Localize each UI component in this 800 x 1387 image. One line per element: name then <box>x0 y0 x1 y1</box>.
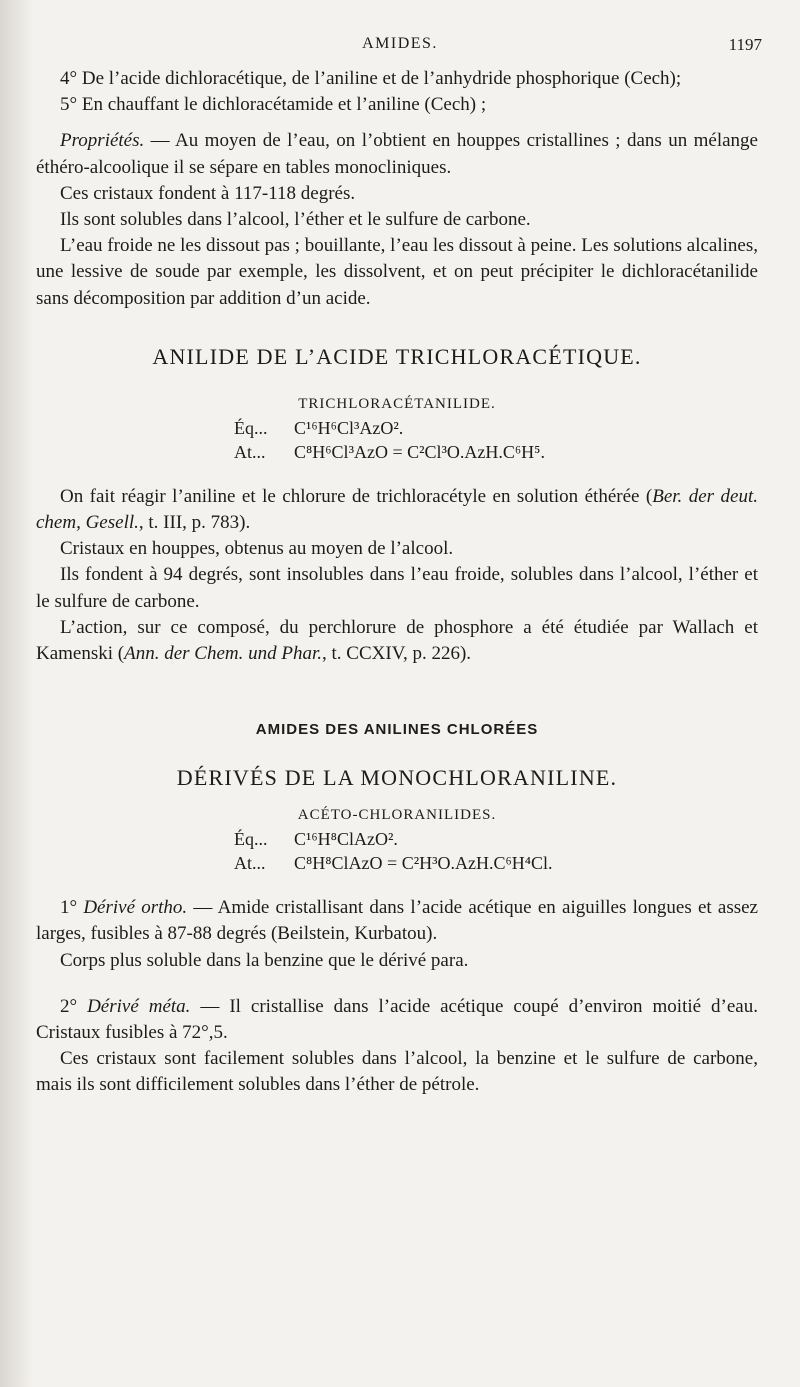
properties-paragraph <box>36 128 758 180</box>
reaction-paragraph: On fait réagir l’aniline et le chlorure de trichloracétyle en solution éthérée (Ber. der deut. chem, Gesell., t. III, p. 783). <box>36 485 758 534</box>
section-subtitle-trichloracetanilide: TRICHLORACÉTANILIDE. <box>298 395 496 412</box>
meta-label: Dérivé méta. <box>87 995 191 1017</box>
section-subtitle-acetochloranilides: ACÉTO-CHLORANILIDES. <box>297 807 497 824</box>
formula-at-label: At... <box>234 441 266 462</box>
formula-eq-2-value: C¹⁶H⁸ClAzO². <box>294 829 398 850</box>
formula-at <box>234 440 758 464</box>
melting-point-paragraph: Ces cristaux fondent à 117-118 degrés. <box>60 182 356 204</box>
formula-eq <box>234 416 758 440</box>
solubility-paragraph: Ils sont solubles dans l’alcool, l’éther et le sulfure de carbone. <box>60 209 531 231</box>
formula-at-2-label: At... <box>234 853 266 874</box>
ortho-label: Dérivé ortho. <box>83 897 188 919</box>
running-header <box>0 33 800 57</box>
water-paragraph: L’eau froide ne les dissout pas ; bouillante, l’eau les dissout à peine. Les solutions alcalines, une lessive de soude par exemple, les dissolvent, et on peut précipiter le dichloracétanilide sans décomposition par addition d’un acide. <box>36 235 758 309</box>
item-5: 5° En chauffant le dichloracétamide et l’aniline (Cech) ; <box>60 94 487 116</box>
properties-text: — Au moyen de l’eau, on l’obtient en houppes cristallines ; dans un mélange éthéro-alcoolique il se sépare en tables monocliniques. <box>36 130 758 178</box>
formula-at-2-value: C⁸H⁸ClAzO = C²H³O.AzH.C⁶H⁴Cl. <box>294 853 553 874</box>
running-title: AMIDES. <box>362 35 438 52</box>
section-title-monochloraniline: DÉRIVÉS DE LA MONOCHLORANILINE. <box>176 765 618 791</box>
formula-eq-label: Éq... <box>234 417 268 438</box>
reference-ber: Ber. der deut. chem, Gesell. <box>36 485 758 534</box>
properties-label: Propriétés. <box>60 130 145 152</box>
formula-at-2 <box>234 851 758 875</box>
formula-at-value: C⁸H⁶Cl³AzO = C²Cl³O.AzH.C⁶H⁵. <box>294 441 545 462</box>
meta-paragraph: 2° Dérivé méta. — Il cristallise dans l’acide acétique coupé d’environ moitié d’eau. Cristaux fusibles à 72°,5. <box>36 995 758 1044</box>
formula-eq-2 <box>234 827 758 851</box>
formula-eq-2-label: Éq... <box>234 829 268 850</box>
meta-solubility-paragraph: Ces cristaux sont facilement solubles dans l’alcool, la benzine et le sulfure de carbone, mais ils sont difficilement solubles dans l’éther de pétrole. <box>36 1048 758 1096</box>
page-gutter-shadow <box>0 0 34 1387</box>
page-number: 1197 <box>728 35 762 54</box>
ortho-paragraph: 1° Dérivé ortho. — Amide cristallisant dans l’acide acétique en aiguilles longues et assez larges, fusibles à 87-88 degrés (Beilstein, Kurbatou). <box>36 897 758 945</box>
melting-paragraph: Ils fondent à 94 degrés, sont insolubles dans l’eau froide, solubles dans l’alcool, l’éther et le sulfure de carbone. <box>36 564 758 612</box>
section-title-trichloracetic: ANILIDE DE L’ACIDE TRICHLORACÉTIQUE. <box>152 343 642 369</box>
group-title-chlorinated-anilines: AMIDES DES ANILINES CHLORÉES <box>255 721 539 739</box>
page-body <box>36 66 758 1099</box>
item-4: 4° De l’acide dichloracétique, de l’aniline et de l’anhydride phosphorique (Cech); <box>60 68 682 89</box>
formula-eq-value: C¹⁶H⁶Cl³AzO². <box>294 417 404 438</box>
crystals-paragraph: Cristaux en houppes, obtenus au moyen de l’alcool. <box>60 538 454 560</box>
reference-ann: Ann. der Chem. und Phar. <box>124 643 323 665</box>
ortho-solubility-paragraph: Corps plus soluble dans la benzine que le dérivé para. <box>60 949 469 971</box>
action-paragraph: L’action, sur ce composé, du perchlorure de phosphore a été étudiée par Wallach et Kamenski (Ann. der Chem. und Phar., t. CCXIV, p. 226). <box>36 616 758 665</box>
